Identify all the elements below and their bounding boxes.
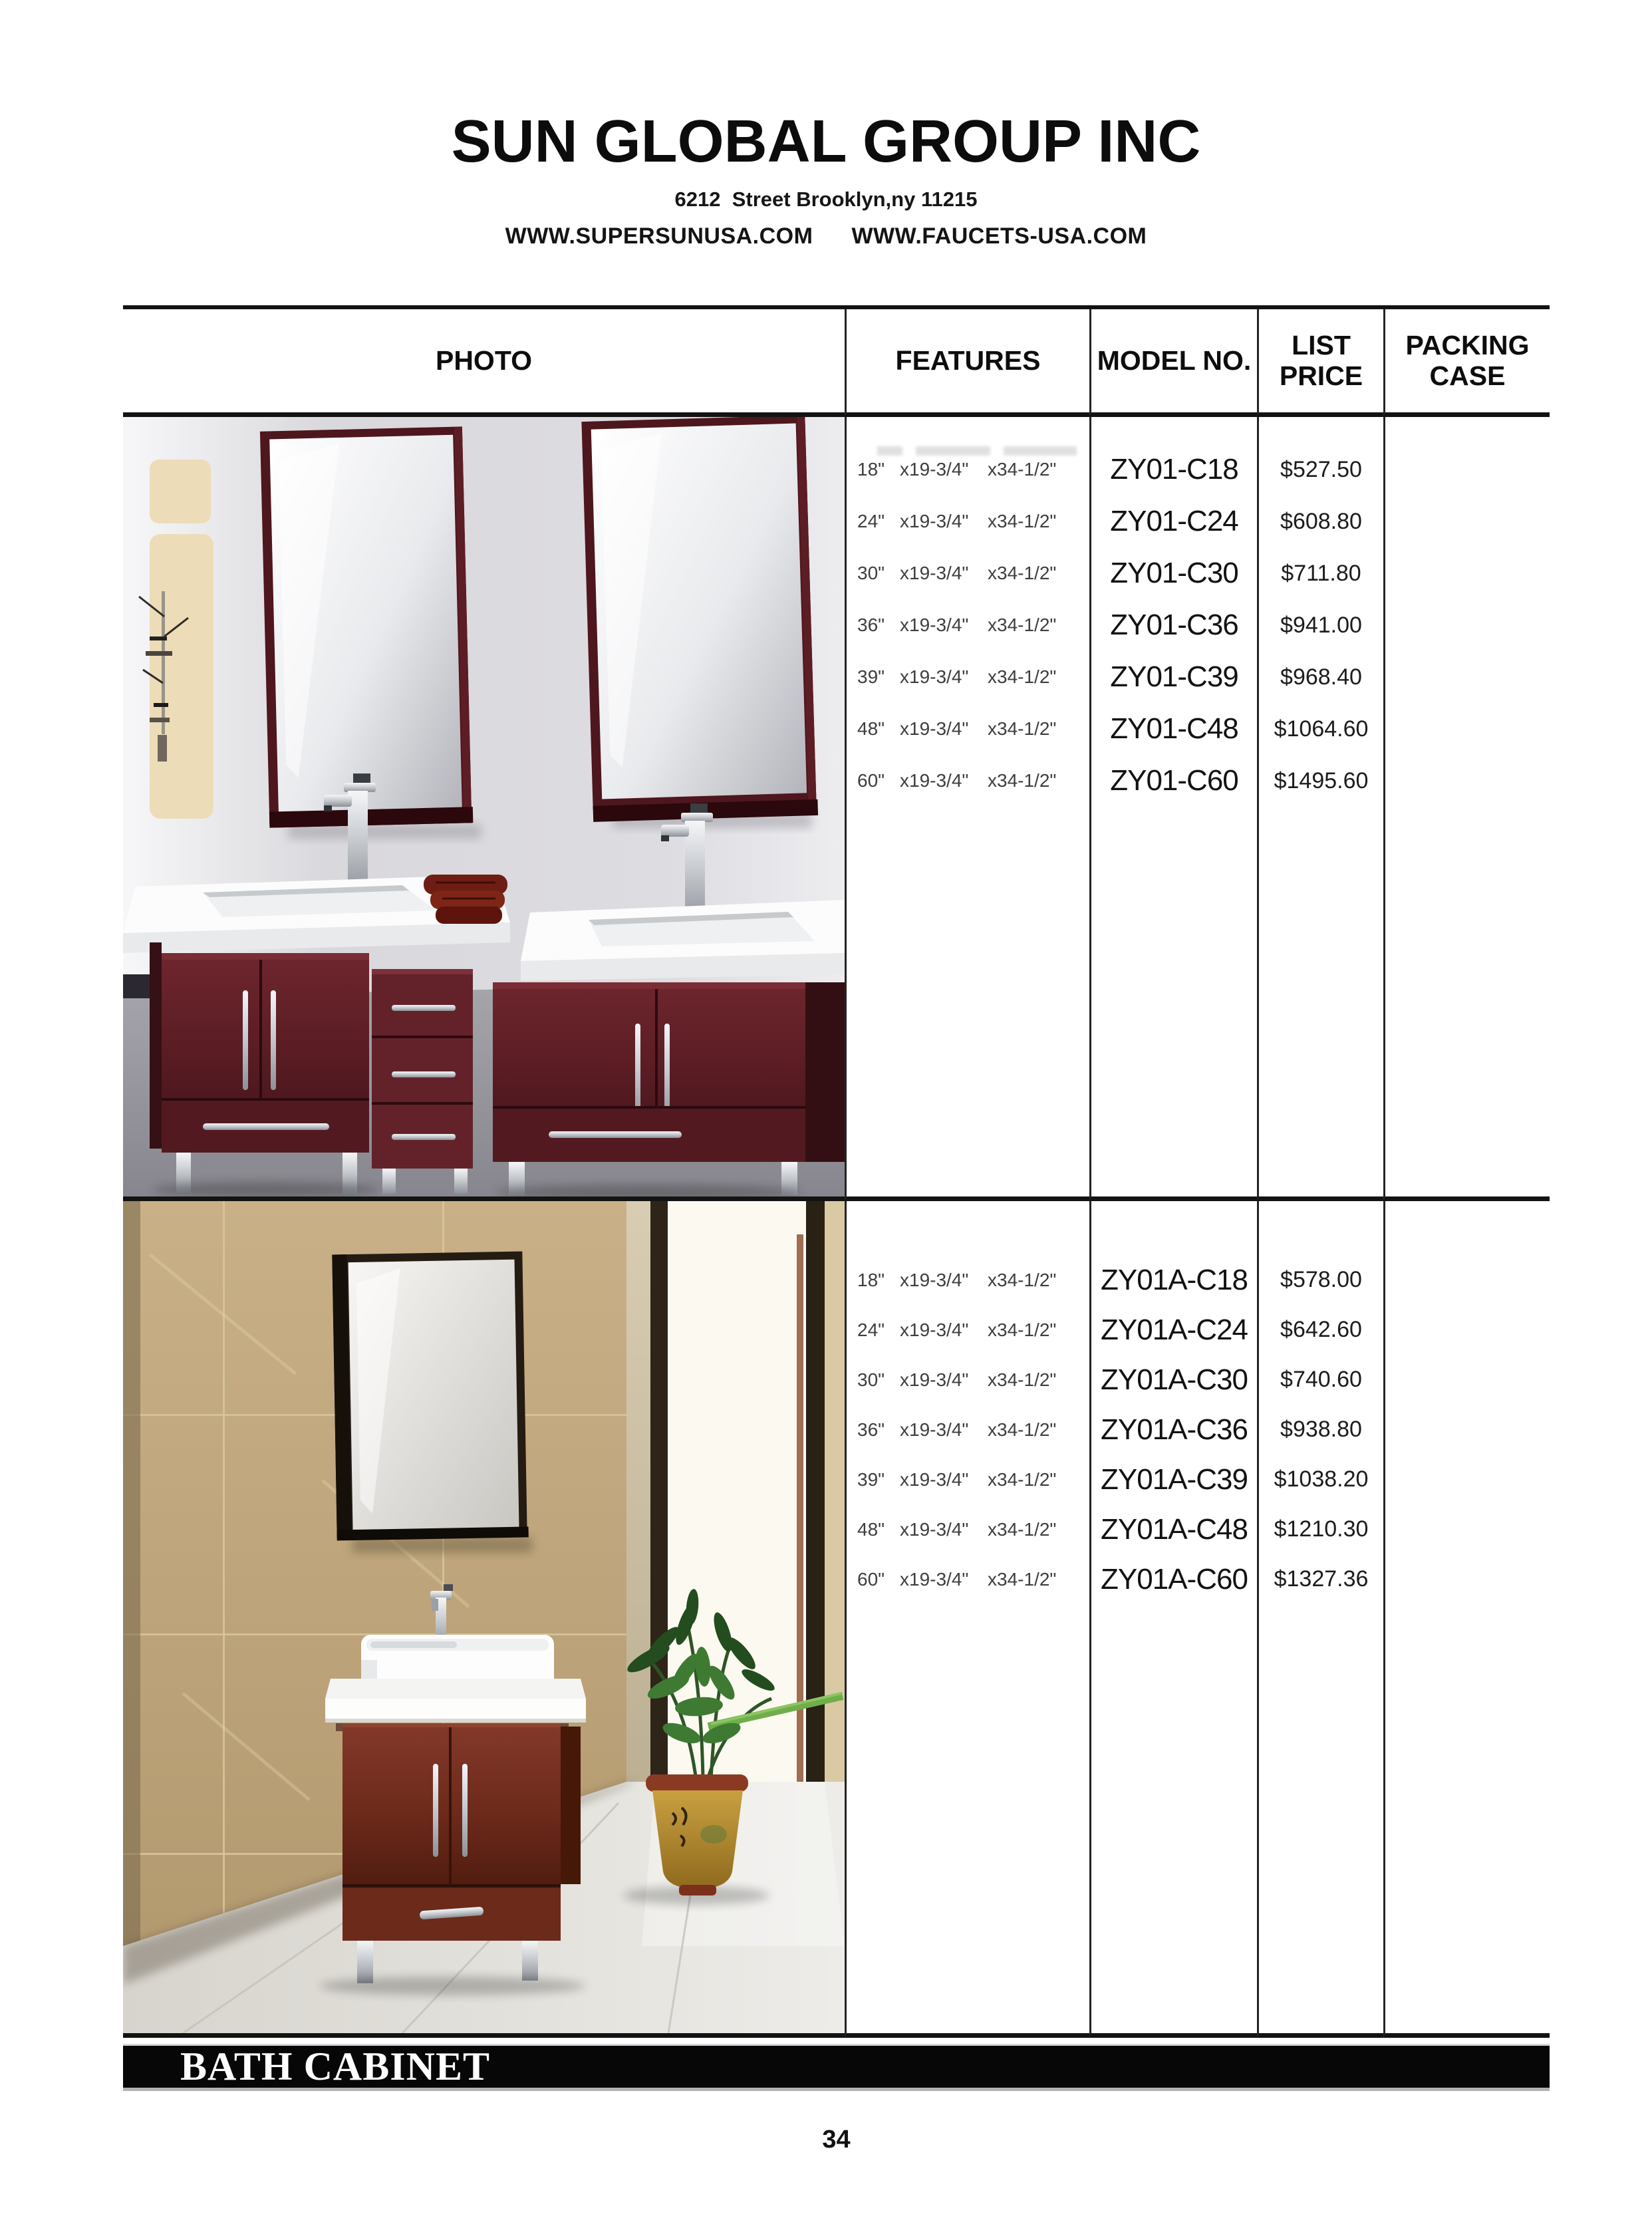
spec-features-line [847,1504,1089,1554]
website-left: WWW.SUPERSUNUSA.COM [505,223,813,249]
mirror-right [581,417,818,822]
spec-price-line: $938.80 [1280,1417,1362,1442]
feature-width_in: 39" [857,1468,885,1490]
category-label: BATH CABINET [180,2044,490,2088]
feature-height_in: x34-1/2" [988,563,1057,583]
packing-cell-1 [1383,417,1550,1201]
spec-model-line: ZY01A-C24 [1101,1313,1248,1346]
feature-height_in: x34-1/2" [988,1568,1057,1590]
col-header-photo: PHOTO [123,309,845,417]
spec-features-line [847,651,1089,703]
countertop [325,1679,586,1723]
spec-price-line: $527.50 [1280,456,1362,482]
feature-depth_in: x19-3/4" [900,1369,969,1390]
feature-depth_in: x19-3/4" [900,511,969,531]
price-cell-1 [1257,417,1383,1201]
model-list-2 [1091,1201,1257,1604]
feature-width_in: 36" [857,1419,885,1440]
spec-price-line: $1495.60 [1274,768,1369,793]
col-header-list-price: LIST PRICE [1257,309,1383,417]
mirror [332,1251,528,1540]
feature-width_in: 60" [857,770,885,791]
spec-model-line: ZY01A-C48 [1101,1512,1248,1546]
feature-width_in: 48" [857,1518,885,1540]
spec-features-line [847,599,1089,651]
document-header [0,108,1652,249]
photo-cell-double-vanity [123,417,845,1201]
spec-model-line: ZY01-C24 [1110,505,1238,537]
company-name: SUN GLOBAL GROUP INC [451,108,1201,175]
feature-depth_in: x19-3/4" [900,718,969,739]
spec-price-line: $1064.60 [1274,716,1369,742]
spec-model-line: ZY01A-C60 [1101,1562,1248,1596]
feature-width_in: 60" [857,1568,885,1590]
feature-depth_in: x19-3/4" [900,615,969,635]
spec-price-line: $941.00 [1280,612,1362,638]
spec-model-line: ZY01-C60 [1110,764,1238,797]
spec-features-line [847,1455,1089,1504]
price-cell-2 [1257,1201,1383,2038]
spec-model-line: ZY01A-C30 [1101,1363,1248,1396]
spec-features-line [847,1255,1089,1305]
spec-model-line: ZY01-C48 [1110,712,1238,745]
features-cell-1 [845,417,1089,1201]
website-right: WWW.FAUCETS-USA.COM [851,223,1147,249]
spec-features-line [847,1405,1089,1455]
window-wall [626,1201,845,1786]
feature-depth_in: x19-3/4" [900,563,969,583]
feature-width_in: 18" [857,1269,885,1290]
towel-roll [424,875,507,924]
spec-model-line: ZY01-C39 [1110,660,1238,693]
features-cell-2 [845,1201,1089,2038]
feature-width_in: 24" [857,1319,885,1340]
spec-model-line: ZY01-C30 [1110,557,1238,589]
col-header-model: MODEL NO. [1089,309,1257,417]
feature-height_in: x34-1/2" [988,718,1057,739]
feature-depth_in: x19-3/4" [900,459,969,480]
spec-price-line: $1210.30 [1274,1516,1369,1542]
feature-depth_in: x19-3/4" [900,1269,969,1290]
feature-height_in: x34-1/2" [988,1468,1057,1490]
spec-price-line: $642.60 [1280,1317,1362,1342]
product-photo-double-vanity [123,417,845,1196]
feature-width_in: 24" [857,511,885,531]
feature-height_in: x34-1/2" [988,1518,1057,1540]
company-address: 6212 Street Brooklyn,ny 11215 [674,188,978,211]
feature-height_in: x34-1/2" [988,615,1057,635]
spec-model-line: ZY01-C36 [1110,609,1238,641]
feature-height_in: x34-1/2" [988,511,1057,531]
feature-height_in: x34-1/2" [988,1319,1057,1340]
feature-width_in: 30" [857,563,885,583]
feature-depth_in: x19-3/4" [900,1419,969,1440]
spec-price-line: $1038.20 [1274,1467,1369,1492]
feature-depth_in: x19-3/4" [900,770,969,791]
model-cell-1 [1089,417,1257,1201]
spec-features-line [847,1355,1089,1405]
plant-pot [652,1790,743,1889]
model-cell-2 [1089,1201,1257,2038]
mirror-left [260,426,473,827]
cabinet-center-drawers [372,969,473,1194]
col-header-packing-case: PACKING CASE [1383,309,1550,417]
spec-features-line [847,1305,1089,1355]
feature-height_in: x34-1/2" [988,1369,1057,1390]
feature-height_in: x34-1/2" [988,1419,1057,1440]
company-websites [0,223,1652,249]
spec-price-line: $968.40 [1280,664,1362,690]
spec-price-line: $711.80 [1281,560,1361,586]
product-photo-single-vanity [123,1201,845,2033]
spec-features-line [847,755,1089,807]
spec-features-line [847,495,1089,547]
spec-features-line [847,547,1089,599]
spec-model-line: ZY01A-C39 [1101,1463,1248,1496]
feature-width_in: 18" [857,459,885,480]
spec-price-line: $740.60 [1280,1367,1362,1392]
category-bar [123,2046,1550,2088]
spec-model-line: ZY01A-C18 [1101,1263,1248,1296]
feature-height_in: x34-1/2" [988,770,1057,791]
features-list-2 [847,1201,1089,1604]
model-list-1 [1091,417,1257,807]
feature-width_in: 48" [857,718,885,739]
feature-height_in: x34-1/2" [988,666,1057,687]
catalog-table [123,305,1550,2038]
feature-width_in: 30" [857,1369,885,1390]
spec-features-line [847,1554,1089,1604]
feature-depth_in: x19-3/4" [900,1319,969,1340]
spec-model-line: ZY01-C18 [1110,453,1238,486]
page-number: 34 [822,2126,851,2154]
price-list-2 [1259,1201,1383,1604]
features-list-1 [847,417,1089,807]
spec-price-line: $578.00 [1280,1267,1362,1292]
plant-pot-rim [646,1774,748,1792]
feature-width_in: 36" [857,615,885,635]
price-list-1 [1259,417,1383,807]
col-header-features: FEATURES [845,309,1089,417]
photo-cell-single-vanity [123,1201,845,2038]
sink-right [521,900,845,981]
packing-cell-2 [1383,1201,1550,2038]
scan-artifact [877,446,1077,456]
feature-depth_in: x19-3/4" [900,1518,969,1540]
spec-price-line: $608.80 [1280,508,1362,534]
feature-depth_in: x19-3/4" [900,666,969,687]
feature-height_in: x34-1/2" [988,1269,1057,1290]
spec-features-line [847,703,1089,755]
towel-panel [139,460,213,819]
feature-height_in: x34-1/2" [988,459,1057,480]
spec-price-line: $1327.36 [1274,1566,1369,1592]
feature-width_in: 39" [857,666,885,687]
spec-model-line: ZY01A-C36 [1101,1413,1248,1446]
feature-depth_in: x19-3/4" [900,1468,969,1490]
feature-depth_in: x19-3/4" [900,1568,969,1590]
